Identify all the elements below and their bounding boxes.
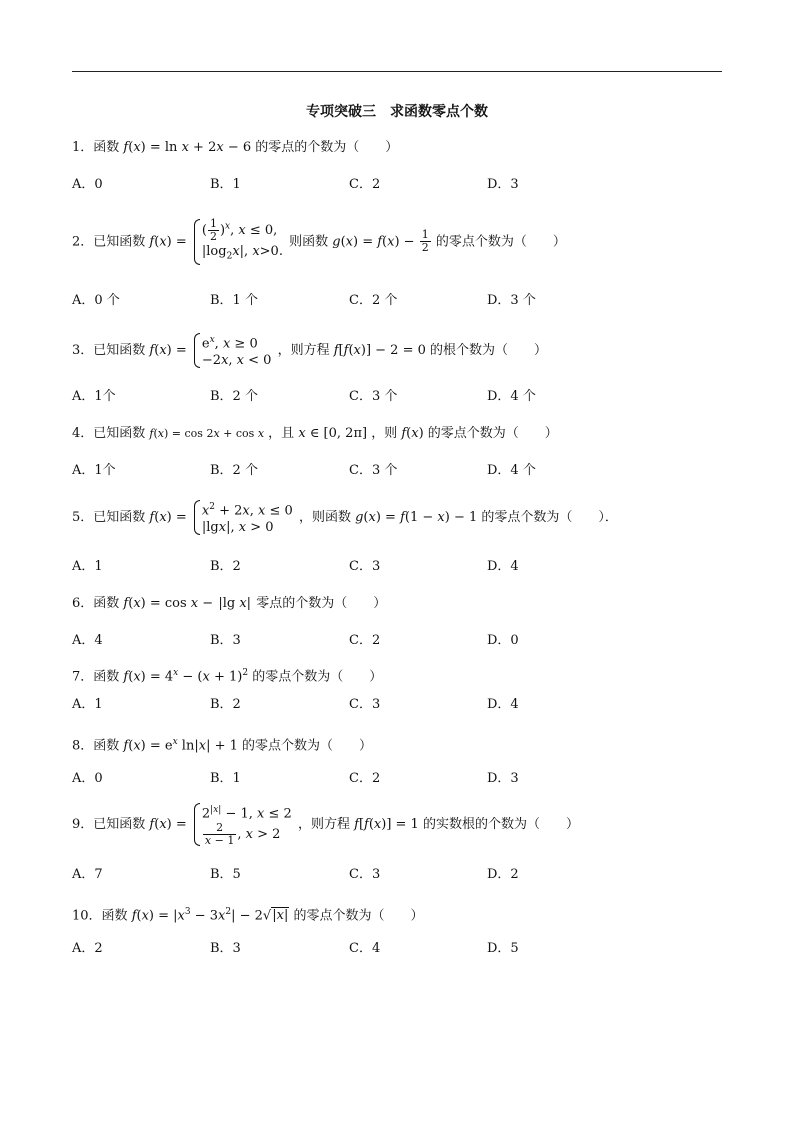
option-d[interactable]: D．4 个 xyxy=(487,463,536,478)
options-4 xyxy=(72,462,722,480)
question-10: 10．函数 $f(x) = |x^3 - 3x^2| - 2√|x|$ 的零点个数为（ ） xyxy=(72,907,424,924)
piecewise-formula: ( $\frac{1}{2}$ )$^x$, x ≤ 0, $|\log_2x|$, x>0. xyxy=(193,218,283,266)
option-b[interactable]: B．3 xyxy=(210,941,241,956)
option-a[interactable]: A．0 个 xyxy=(72,293,120,308)
options-10 xyxy=(72,940,722,958)
option-d[interactable]: D．5 xyxy=(487,941,519,956)
question-7: 7．函数 $f(x) = 4^x - (x + 1)^2$ 的零点个数为（ ） xyxy=(72,668,383,685)
option-a[interactable]: A．0 xyxy=(72,177,103,192)
option-d[interactable]: D．0 xyxy=(487,633,519,648)
option-b[interactable]: B．5 xyxy=(210,867,241,882)
question-6: 6．函数 f(x) = cos x − |lg x| 零点的个数为（ ） xyxy=(72,596,387,611)
option-a[interactable]: A．1 xyxy=(72,559,103,574)
question-1: 1．函数 f(x) = ln x + 2x − 6 的零点的个数为（ ） xyxy=(72,140,399,155)
option-d[interactable]: D．3 xyxy=(487,177,519,192)
option-a[interactable]: A．2 xyxy=(72,941,103,956)
question-3: 3．已知函数 f(x) = $e^x$, x ≥ 0 −2x, x < 0 ，则方程 f[f(x)] − 2 = 0 的根个数为（ ） xyxy=(72,332,547,369)
formula: f xyxy=(123,140,129,155)
option-d[interactable]: D．2 xyxy=(487,867,519,882)
options-5 xyxy=(72,558,722,576)
option-b[interactable]: B．2 xyxy=(210,559,241,574)
option-c[interactable]: C．2 xyxy=(349,177,381,192)
option-a[interactable]: A．1个 xyxy=(72,389,116,404)
option-b[interactable]: B．3 xyxy=(210,633,241,648)
piecewise-formula: $2^{|x|} - 1$, x ≤ 2 $\frac{2}{x - 1}$ , x > 2 xyxy=(193,802,292,847)
option-b[interactable]: B．1 xyxy=(210,177,241,192)
option-b[interactable]: B．2 个 xyxy=(210,463,258,478)
options-7 xyxy=(72,696,722,714)
page-title: 专项突破三 求函数零点个数 xyxy=(306,104,488,120)
top-rule xyxy=(72,71,722,72)
option-c[interactable]: C．3 xyxy=(349,559,381,574)
options-1 xyxy=(72,176,722,194)
option-d[interactable]: D．4 xyxy=(487,697,519,712)
option-a[interactable]: A．1个 xyxy=(72,463,116,478)
question-2: 2．已知函数 f(x) = ( $\frac{1}{2}$ )$^x$, x ≤ 0, $|\log_2x|$, x>0. 则函数 g(x) = f(x) − $\frac{1}{2}$ 的零点个数为（ ） xyxy=(72,218,566,266)
question-5: 5．已知函数 f(x) = $x^2 + 2x$, x ≤ 0 |lgx|, x > 0 ，则函数 g(x) = f(1 − x) − 1 的零点个数为（ ）． xyxy=(72,499,618,536)
option-b[interactable]: B．1 xyxy=(210,771,241,786)
option-a[interactable]: A．7 xyxy=(72,867,103,882)
option-c[interactable]: C．2 xyxy=(349,771,381,786)
option-b[interactable]: B．2 xyxy=(210,697,241,712)
option-b[interactable]: B．1 个 xyxy=(210,293,258,308)
options-2 xyxy=(72,292,722,310)
option-c[interactable]: C．3 个 xyxy=(349,463,398,478)
question-8: 8．函数 $f(x) = e^x$ ln|x| + 1 的零点个数为（ ） xyxy=(72,737,373,754)
option-a[interactable]: A．4 xyxy=(72,633,103,648)
option-a[interactable]: A．0 xyxy=(72,771,103,786)
option-a[interactable]: A．1 xyxy=(72,697,103,712)
piecewise-formula: $e^x$, x ≥ 0 −2x, x < 0 xyxy=(193,332,272,369)
option-c[interactable]: C．3 xyxy=(349,867,381,882)
option-c[interactable]: C．3 xyxy=(349,697,381,712)
options-3 xyxy=(72,388,722,406)
question-9: 9．已知函数 f(x) = $2^{|x|} - 1$, x ≤ 2 $\frac{2}{x - 1}$ , x > 2 ，则方程 f[f(x)] = 1 的实数根的个数为（ ） xyxy=(72,802,579,847)
piecewise-formula: $x^2 + 2x$, x ≤ 0 |lgx|, x > 0 xyxy=(193,499,293,536)
options-9 xyxy=(72,866,722,884)
options-8 xyxy=(72,770,722,788)
option-d[interactable]: D．3 xyxy=(487,771,519,786)
option-c[interactable]: C．2 个 xyxy=(349,293,398,308)
question-4: 4．已知函数 f(x) = cos 2x + cos x ，且 x ∈ [0, 2π] ，则 f(x) 的零点个数为（ ） xyxy=(72,426,558,441)
option-b[interactable]: B．2 个 xyxy=(210,389,258,404)
option-c[interactable]: C．2 xyxy=(349,633,381,648)
option-d[interactable]: D．4 个 xyxy=(487,389,536,404)
options-6 xyxy=(72,632,722,650)
option-d[interactable]: D．4 xyxy=(487,559,519,574)
option-d[interactable]: D．3 个 xyxy=(487,293,536,308)
option-c[interactable]: C．3 个 xyxy=(349,389,398,404)
option-c[interactable]: C．4 xyxy=(349,941,381,956)
